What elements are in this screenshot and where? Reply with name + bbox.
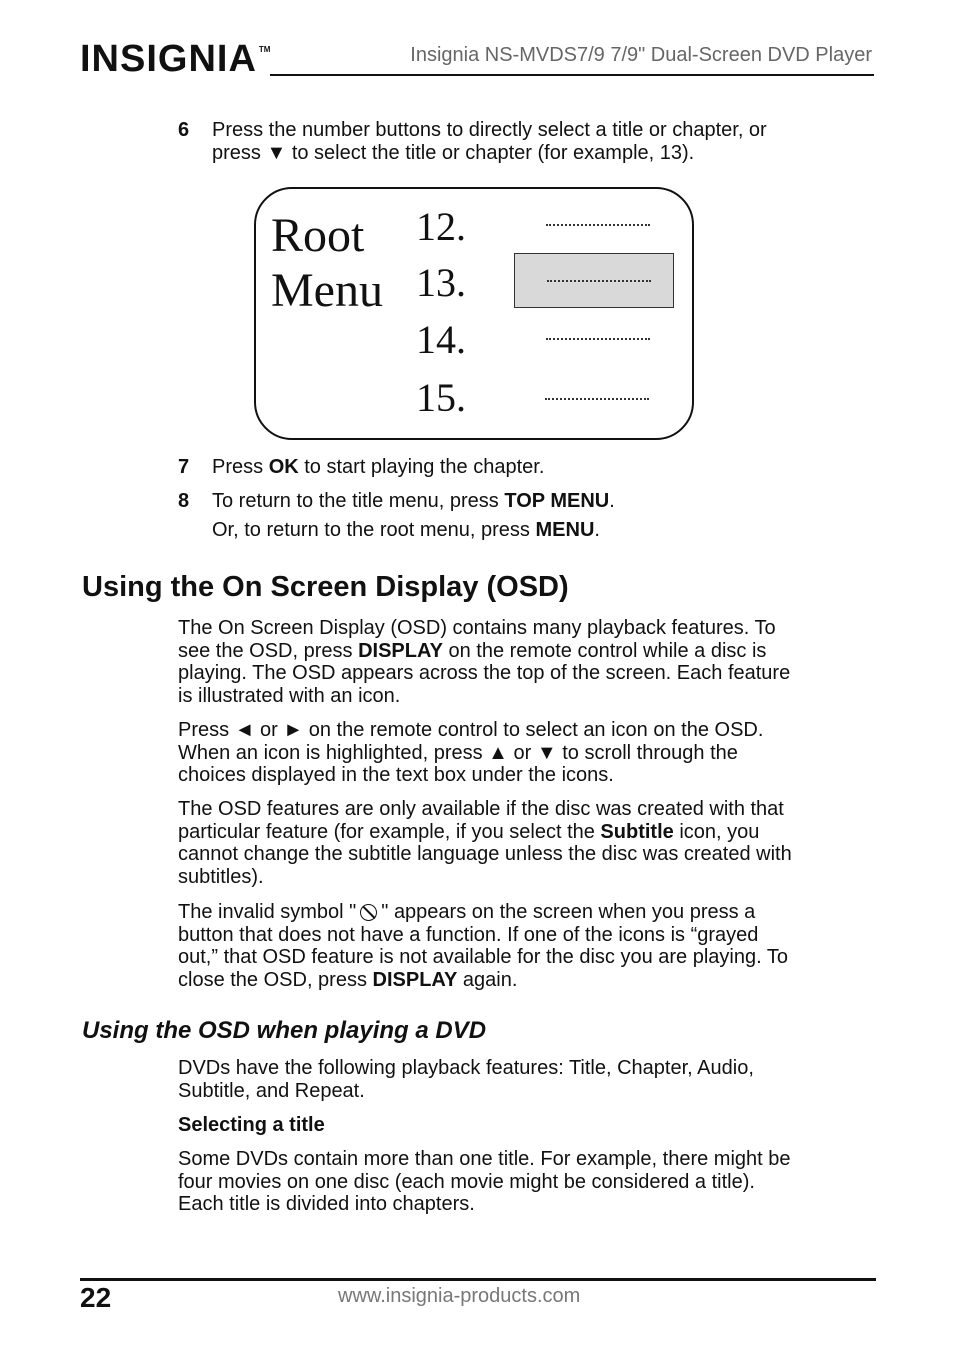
text-span: " appears on the screen when you press a	[381, 901, 756, 923]
ok-button-label: OK	[268, 456, 299, 478]
paragraph-line: playing. The OSD appears across the top of the screen. Each feature	[178, 662, 791, 685]
subheading-selecting-title: Selecting a title	[178, 1114, 325, 1136]
footer-url: www.insignia-products.com	[338, 1285, 581, 1307]
menu-item-placeholder	[546, 338, 650, 340]
menu-item-number: 12.	[416, 204, 466, 249]
paragraph-line: choices displayed in the text box under the icons.	[178, 764, 614, 787]
header-divider	[270, 74, 874, 76]
step-text: .	[609, 490, 615, 512]
step-number: 6	[178, 119, 190, 141]
display-button-label: DISPLAY	[358, 639, 443, 662]
paragraph-line: The OSD features are only available if the disc was created with that	[178, 798, 784, 820]
paragraph-line: Some DVDs contain more than one title. For example, there might be	[178, 1148, 791, 1170]
subtitle-label: Subtitle	[600, 820, 674, 843]
dvd-paragraph-2	[178, 1148, 878, 1216]
menu-button-label: MENU	[535, 519, 595, 541]
paragraph-line	[178, 901, 878, 924]
paragraph-line: The On Screen Display (OSD) contains many playback features. To	[178, 617, 776, 639]
paragraph-line	[178, 640, 878, 663]
root-menu-label-line2: Menu	[271, 264, 383, 317]
paragraph-line: is illustrated with an icon.	[178, 684, 401, 707]
step-text-line: Press the number buttons to directly select a title or chapter, or	[212, 119, 767, 141]
paragraph-line	[178, 821, 878, 844]
paragraph-line: four movies on one disc (each movie might be considered a title).	[178, 1170, 755, 1193]
step-text: to start playing the chapter.	[298, 456, 545, 478]
menu-item-number: 14.	[416, 317, 466, 362]
step-number: 7	[178, 456, 190, 478]
section-heading-osd: Using the On Screen Display (OSD)	[82, 571, 569, 603]
osd-paragraph-3	[178, 798, 878, 888]
root-menu-label-line1: Root	[271, 209, 365, 262]
document-title: Insignia NS-MVDS7/9 7/9" Dual-Screen DVD Player	[410, 44, 872, 66]
display-button-label: DISPLAY	[372, 968, 458, 991]
paragraph-line: DVDs have the following playback features: Title, Chapter, Audio,	[178, 1057, 754, 1079]
logo-trademark: TM	[258, 45, 271, 54]
text-span: The invalid symbol "	[178, 901, 357, 923]
menu-item-number: 15.	[416, 375, 466, 420]
dvd-paragraph-1	[178, 1057, 878, 1102]
paragraph-line: Each title is divided into chapters.	[178, 1193, 475, 1216]
text-span: particular feature (for example, if you select the	[178, 820, 601, 843]
section-heading-dvd: Using the OSD when playing a DVD	[82, 1017, 487, 1044]
osd-paragraph-2	[178, 719, 878, 787]
paragraph-line: button that does not have a function. If one of the icons is “grayed	[178, 923, 759, 946]
paragraph-line: cannot change the subtitle language unless the disc was created with	[178, 843, 792, 866]
step-6	[178, 119, 878, 165]
step-text: Press	[212, 456, 269, 478]
text-span: close the OSD, press	[178, 968, 373, 991]
step-7	[178, 456, 878, 479]
paragraph-line: Press ◄ or ► on the remote control to select an icon on the OSD.	[178, 719, 764, 741]
text-span: icon, you	[673, 820, 760, 843]
top-menu-button-label: TOP MENU	[504, 490, 610, 512]
step-text: Or, to return to the root menu, press	[212, 519, 536, 541]
step-8	[178, 490, 878, 513]
step-number: 8	[178, 490, 190, 512]
paragraph-line: When an icon is highlighted, press ▲ or ▼ to scroll through the	[178, 741, 738, 764]
paragraph-line: subtitles).	[178, 865, 264, 888]
menu-item-placeholder	[546, 224, 650, 226]
step-text-line: press ▼ to select the title or chapter (for example, 13).	[212, 142, 695, 164]
step-8-continued	[178, 519, 878, 542]
page-number: 22	[80, 1282, 112, 1313]
text-span: see the OSD, press	[178, 639, 359, 662]
menu-item-placeholder	[545, 398, 649, 400]
paragraph-line	[178, 969, 878, 992]
paragraph-line: Subtitle, and Repeat.	[178, 1079, 365, 1102]
text-span: on the remote control while a disc is	[442, 639, 767, 662]
footer-divider	[80, 1278, 876, 1281]
menu-item-number: 13.	[416, 260, 466, 305]
osd-paragraph-4	[178, 901, 878, 991]
logo-text: INSIGNIA	[80, 38, 257, 80]
invalid-symbol-icon	[360, 904, 377, 921]
menu-item-placeholder	[547, 280, 651, 282]
text-span: again.	[457, 968, 518, 991]
osd-paragraph-1	[178, 617, 878, 707]
brand-logo	[80, 40, 270, 78]
step-text: To return to the title menu, press	[212, 490, 505, 512]
step-text: .	[594, 519, 600, 541]
paragraph-line: out,” that OSD feature is not available for the disc you are playing. To	[178, 946, 788, 969]
